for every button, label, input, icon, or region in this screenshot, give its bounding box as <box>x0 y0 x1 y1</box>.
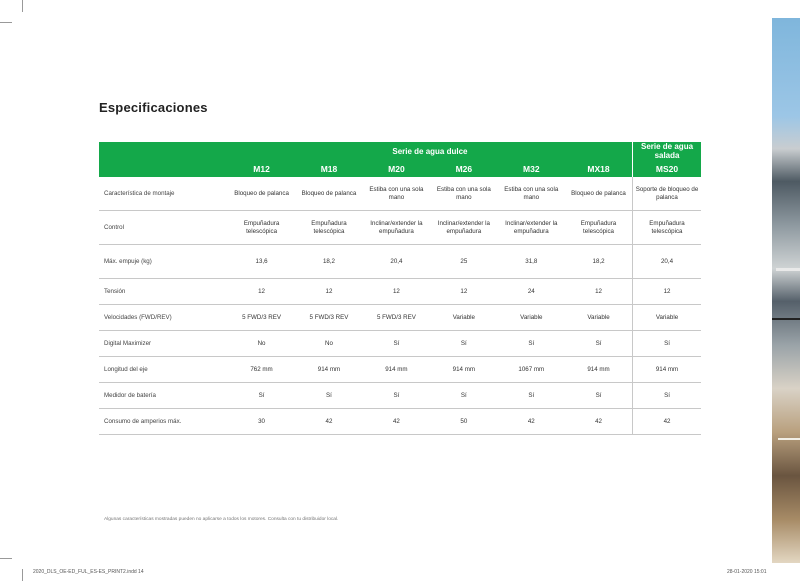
page-title: Especificaciones <box>99 100 208 115</box>
table-cell: Variable <box>633 305 701 331</box>
table-cell: 42 <box>295 409 362 435</box>
row-label: Digital Maximizer <box>99 331 228 357</box>
table-row <box>99 331 701 357</box>
table-cell: 42 <box>363 409 430 435</box>
table-cell: Bloqueo de palanca <box>295 177 362 211</box>
table-cell: Empuñadura telescópica <box>565 211 633 245</box>
table-row <box>99 211 701 245</box>
table-cell: 20,4 <box>633 245 701 279</box>
table-cell: Variable <box>565 305 633 331</box>
row-label: Longitud del eje <box>99 357 228 383</box>
table-cell: 5 FWD/3 REV <box>363 305 430 331</box>
freshwater-series-heading: Serie de agua dulce <box>228 142 633 160</box>
table-cell: 18,2 <box>565 245 633 279</box>
boat-photo-edge <box>772 18 800 563</box>
table-cell: 1067 mm <box>498 357 565 383</box>
table-cell: 5 FWD/3 REV <box>295 305 362 331</box>
saltwater-series-heading: Serie de agua salada <box>633 142 701 160</box>
table-cell: 42 <box>565 409 633 435</box>
table-cell: 31,8 <box>498 245 565 279</box>
table-cell: Sí <box>430 383 497 409</box>
crop-mark <box>0 22 12 23</box>
table-row <box>99 357 701 383</box>
table-row <box>99 409 701 435</box>
crop-mark <box>0 558 12 559</box>
table-cell: 914 mm <box>633 357 701 383</box>
table-cell: Inclinar/extender la empuñadura <box>363 211 430 245</box>
row-label: Control <box>99 211 228 245</box>
table-row <box>99 245 701 279</box>
table-cell: 914 mm <box>430 357 497 383</box>
table-cell: 42 <box>633 409 701 435</box>
table-row <box>99 383 701 409</box>
table-cell: Empuñadura telescópica <box>633 211 701 245</box>
table-cell: Inclinar/extender la empuñadura <box>498 211 565 245</box>
table-cell: 762 mm <box>228 357 295 383</box>
table-cell: Estiba con una sola mano <box>363 177 430 211</box>
model-heading: M20 <box>363 160 430 177</box>
table-cell: 914 mm <box>295 357 362 383</box>
table-cell: 42 <box>498 409 565 435</box>
print-slug-filename: 2020_DLS_OE-ED_FUL_ES-ES_PRINT2.indd 14 <box>33 569 144 575</box>
table-cell: Sí <box>430 331 497 357</box>
table-cell: 25 <box>430 245 497 279</box>
table-cell: 20,4 <box>363 245 430 279</box>
row-label: Consumo de amperios máx. <box>99 409 228 435</box>
model-heading: M32 <box>498 160 565 177</box>
table-cell: Sí <box>498 383 565 409</box>
table-cell: Inclinar/extender la empuñadura <box>430 211 497 245</box>
table-cell: Empuñadura telescópica <box>295 211 362 245</box>
table-cell: Variable <box>430 305 497 331</box>
table-row <box>99 279 701 305</box>
crop-mark <box>22 569 23 581</box>
table-cell: 914 mm <box>565 357 633 383</box>
table-cell: Soporte de bloqueo de palanca <box>633 177 701 211</box>
table-cell: 12 <box>363 279 430 305</box>
table-cell: 12 <box>228 279 295 305</box>
row-label: Tensión <box>99 279 228 305</box>
specifications-table <box>99 142 701 435</box>
table-cell: Sí <box>633 331 701 357</box>
table-cell: Sí <box>363 383 430 409</box>
table-cell: Bloqueo de palanca <box>565 177 633 211</box>
print-slug-date: 28-01-2020 15:01 <box>727 569 767 575</box>
table-row <box>99 305 701 331</box>
table-cell: Estiba con una sola mano <box>430 177 497 211</box>
table-row <box>99 177 701 211</box>
table-cell: Bloqueo de palanca <box>228 177 295 211</box>
table-cell: 914 mm <box>363 357 430 383</box>
table-cell: 12 <box>295 279 362 305</box>
table-cell: Variable <box>498 305 565 331</box>
row-label: Característica de montaje <box>99 177 228 211</box>
table-cell: 24 <box>498 279 565 305</box>
model-heading: M12 <box>228 160 295 177</box>
crop-mark <box>22 0 23 12</box>
table-cell: 50 <box>430 409 497 435</box>
table-cell: 13,6 <box>228 245 295 279</box>
table-cell: Sí <box>633 383 701 409</box>
header-blank <box>99 142 228 160</box>
table-cell: Sí <box>565 331 633 357</box>
row-label: Velocidades (FWD/REV) <box>99 305 228 331</box>
table-cell: 5 FWD/3 REV <box>228 305 295 331</box>
table-cell: Sí <box>565 383 633 409</box>
model-heading: M18 <box>295 160 362 177</box>
table-cell: 12 <box>633 279 701 305</box>
table-cell: Empuñadura telescópica <box>228 211 295 245</box>
row-label: Medidor de batería <box>99 383 228 409</box>
model-heading: MX18 <box>565 160 633 177</box>
table-cell: 12 <box>565 279 633 305</box>
model-heading: MS20 <box>633 160 701 177</box>
table-cell: Sí <box>363 331 430 357</box>
model-heading: M26 <box>430 160 497 177</box>
table-cell: 30 <box>228 409 295 435</box>
header-blank <box>99 160 228 177</box>
footnote: Algunas características mostradas pueden no aplicarse a todos los motores. Consulta con tu distribuidor local. <box>104 517 339 522</box>
row-label: Máx. empuje (kg) <box>99 245 228 279</box>
table-cell: No <box>228 331 295 357</box>
table-cell: Sí <box>498 331 565 357</box>
table-cell: Sí <box>295 383 362 409</box>
table-cell: 12 <box>430 279 497 305</box>
table-cell: Sí <box>228 383 295 409</box>
table-cell: No <box>295 331 362 357</box>
table-cell: Estiba con una sola mano <box>498 177 565 211</box>
table-cell: 18,2 <box>295 245 362 279</box>
